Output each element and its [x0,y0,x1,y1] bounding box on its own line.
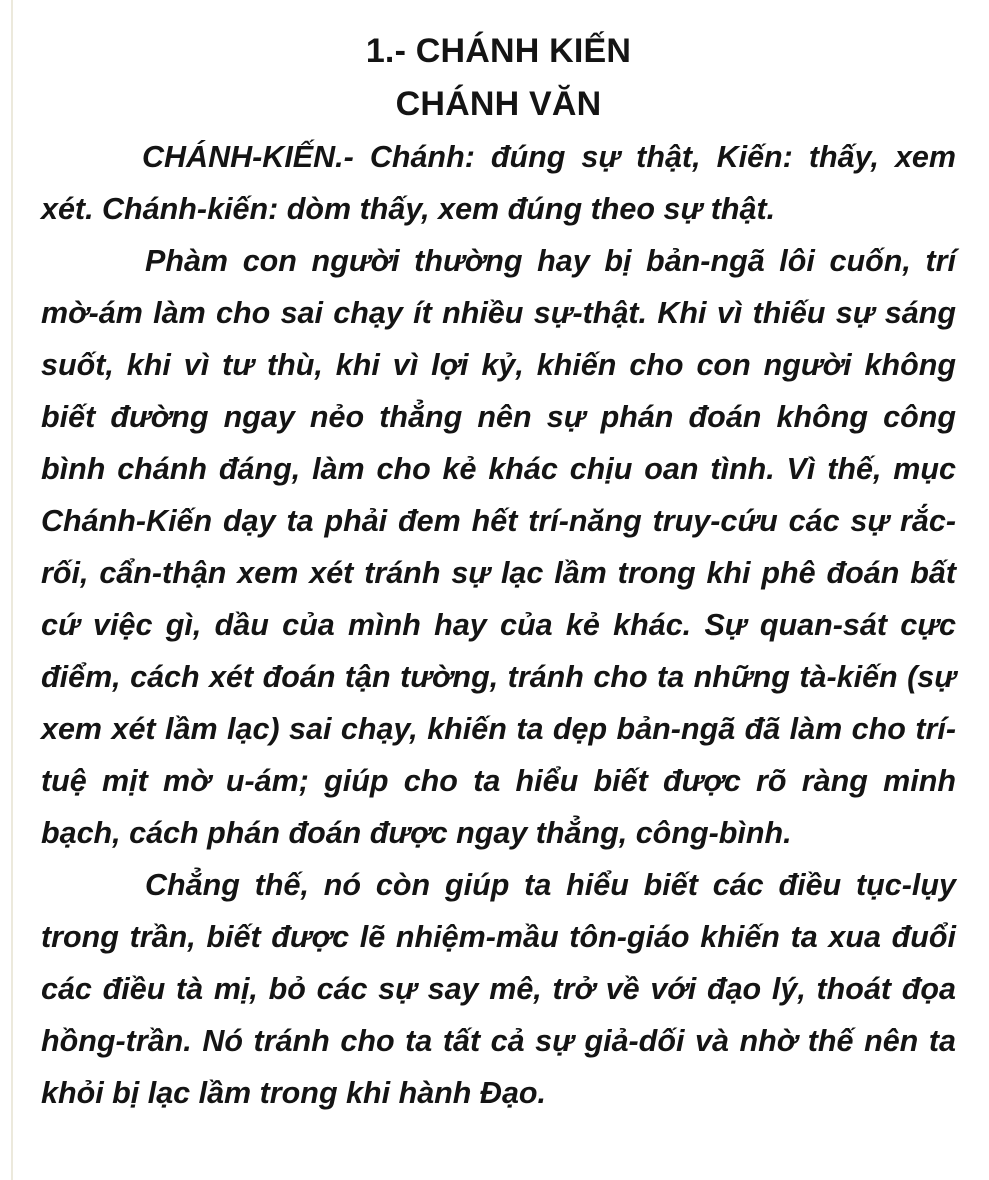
paragraph-definition: CHÁNH-KIẾN.- Chánh: đúng sự thật, Kiến: thấy, xem xét. Chánh-kiến: dòm thấy, xem đúng theo sự thật. [41,140,956,226]
page-subtitle: CHÁNH VĂN [395,85,602,123]
paragraph-benefits: Chẳng thế, nó còn giúp ta hiểu biết các điều tục-lụy trong trần, biết được lẽ nhiệm-mầu tôn-giáo khiến ta xua đuổi các điều tà mị, bỏ các sự say mê, trở về với đạo lý, thoát đọa hồng-trần. Nó tránh cho ta tất cả sự giả-dối và nhờ thế nên ta khỏi bị lạc lầm trong khi hành Đạo. [41,868,956,1110]
document-page [41,25,956,1119]
paragraph-explanation: Phàm con người thường hay bị bản-ngã lôi cuốn, trí mờ-ám làm cho sai chạy ít nhiều sự-thật. Khi vì thiếu sự sáng suốt, khi vì tư thù, khi vì lợi kỷ, khiến cho con người không biết đường ngay nẻo thẳng nên sự phán đoán không công bình chánh đáng, làm cho kẻ khác chịu oan tình. Vì thế, mục Chánh-Kiến dạy ta phải đem hết trí-năng truy-cứu các sự rắc-rối, cẩn-thận xem xét tránh sự lạc lầm trong khi phê đoán bất cứ việc gì, dầu của mình hay của kẻ khác. Sự quan-sát cực điểm, cách xét đoán tận tường, tránh cho ta những tà-kiến (sự xem xét lầm lạc) sai chạy, khiến ta dẹp bản-ngã đã làm cho trí-tuệ mịt mờ u-ám; giúp cho ta hiểu biết được rõ ràng minh bạch, cách phán đoán được ngay thẳng, công-bình. [41,244,956,850]
page-title: 1.- CHÁNH KIẾN [365,32,632,70]
page-margin-rule [11,0,13,1180]
